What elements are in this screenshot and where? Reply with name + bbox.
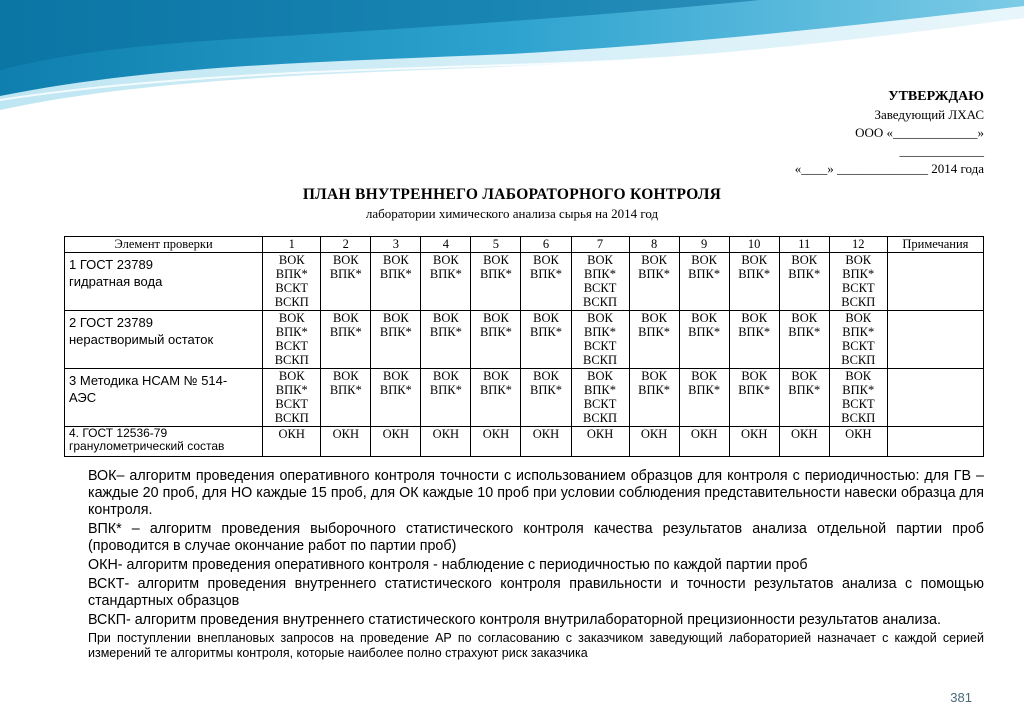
column-header-month: 6 [521, 237, 571, 253]
approval-title: УТВЕРЖДАЮ [888, 89, 984, 104]
schedule-cell [421, 311, 471, 369]
row-notes-cell [887, 427, 983, 457]
control-code: ВОК [382, 253, 409, 267]
schedule-cell [263, 311, 321, 369]
legend-item: ВСКП- алгоритм проведения внутреннего статистического контроля внутрилабораторной прецизионности результатов анализа. [88, 612, 941, 628]
schedule-cell [571, 369, 629, 427]
control-code: ВОК [791, 253, 818, 267]
column-header-notes: Примечания [887, 237, 983, 253]
control-code: ВПК* [530, 325, 562, 339]
control-code: ОКН [482, 427, 510, 441]
legend-item: ВСКТ- алгоритм проведения внутреннего статистического контроля правильности и точности результатов анализа с помощью стандартных образцов [88, 576, 984, 609]
control-code: ВОК [641, 369, 667, 383]
control-code: ВОК [278, 311, 305, 325]
control-code: ВПК* [688, 383, 721, 397]
row-element-text: 4. ГОСТ 12536-79 [69, 426, 168, 440]
row-element-cell [65, 369, 263, 427]
control-code: ОКН [586, 427, 614, 441]
legend-item: ВПК* – алгоритм проведения выборочного статистического контроля качества результатов анализа отдельной партии проб (проводится в случае окончание работ по партии проб) [88, 521, 984, 554]
schedule-cell [371, 369, 421, 427]
control-code: ВПК* [738, 383, 771, 397]
schedule-cell [829, 369, 887, 427]
control-code: ВОК [845, 369, 872, 383]
control-code: ВПК* [738, 267, 771, 281]
page-number: 381 [950, 690, 972, 705]
control-code: ВСКП [583, 295, 618, 309]
control-code: ВПК* [479, 383, 512, 397]
schedule-cell [371, 311, 421, 369]
schedule-cell [829, 427, 887, 457]
schedule-cell [471, 311, 521, 369]
table-row [65, 311, 984, 369]
control-code: ВСКП [583, 353, 618, 367]
row-element-cell [65, 311, 263, 369]
control-code: ВОК [691, 253, 717, 267]
control-code: ВОК [587, 311, 613, 325]
schedule-cell [779, 311, 829, 369]
control-code: ОКН [278, 427, 305, 441]
row-element-text: 1 ГОСТ 23789 [69, 257, 153, 272]
control-code: ВПК* [530, 383, 562, 397]
control-code: ВСКП [583, 411, 618, 425]
schedule-cell [629, 427, 679, 457]
control-code: ВПК* [584, 325, 616, 339]
control-code: ВСКТ [275, 339, 309, 353]
control-code: ВОК [691, 311, 717, 325]
schedule-cell [729, 311, 779, 369]
control-code: ВОК [483, 369, 509, 383]
schedule-cell [263, 369, 321, 427]
control-code: ВСКТ [583, 397, 617, 411]
control-code: ОКН [432, 427, 460, 441]
control-code: ВОК [741, 369, 768, 383]
control-code: ВОК [332, 311, 359, 325]
control-code: ВОК [641, 253, 667, 267]
schedule-cell [321, 369, 371, 427]
schedule-cell [629, 253, 679, 311]
schedule-cell [421, 253, 471, 311]
control-code: ВОК [641, 311, 667, 325]
row-element-text: гидратная вода [69, 274, 163, 289]
row-element-text: гранулометрический состав [69, 439, 225, 453]
control-code: ВПК* [584, 383, 616, 397]
column-header-month: 1 [263, 237, 321, 253]
control-code: ВПК* [429, 267, 462, 281]
control-code: ОКН [690, 427, 718, 441]
schedule-cell [521, 369, 571, 427]
approval-position: Заведующий ЛХАС [874, 107, 984, 122]
legend-notes [88, 468, 984, 663]
control-code: ВПК* [842, 267, 875, 281]
control-code: ВОК [483, 311, 509, 325]
control-code: ВПК* [429, 383, 462, 397]
schedule-cell [263, 253, 321, 311]
legend-item: ОКН- алгоритм проведения оперативного контроля - наблюдение с периодичностью по каждой партии проб [88, 557, 808, 573]
schedule-cell [321, 311, 371, 369]
row-element-text: 2 ГОСТ 23789 [69, 315, 153, 330]
schedule-cell [421, 369, 471, 427]
control-code: ВОК [533, 253, 559, 267]
schedule-cell [729, 369, 779, 427]
control-code: ВОК [533, 369, 559, 383]
schedule-cell [321, 253, 371, 311]
control-code: ВОК [587, 253, 613, 267]
control-code: ВПК* [530, 267, 562, 281]
schedule-cell [729, 427, 779, 457]
row-notes-cell [887, 369, 983, 427]
schedule-cell [471, 253, 521, 311]
control-code: ВПК* [275, 383, 308, 397]
control-code: ОКН [382, 427, 410, 441]
control-code: ОКН [740, 427, 768, 441]
approval-org: ООО «_____________» [855, 125, 984, 140]
schedule-cell [729, 253, 779, 311]
control-code: ВПК* [842, 325, 875, 339]
control-plan-table [64, 236, 984, 457]
control-code: ВСКП [841, 295, 876, 309]
page-title: ПЛАН ВНУТРЕННЕГО ЛАБОРАТОРНОГО КОНТРОЛЯ [302, 186, 722, 203]
schedule-cell [629, 311, 679, 369]
schedule-cell [371, 253, 421, 311]
control-code: ВОК [791, 369, 818, 383]
schedule-cell [679, 427, 729, 457]
control-code: ОКН [845, 427, 872, 441]
column-header-month: 8 [629, 237, 679, 253]
column-header-month: 11 [779, 237, 829, 253]
page-subtitle: лаборатории химического анализа сырья на 2014 год [365, 206, 659, 221]
schedule-cell [521, 253, 571, 311]
control-code: ВОК [433, 311, 459, 325]
schedule-cell [571, 427, 629, 457]
row-element-cell [65, 427, 263, 457]
column-header-element: Элемент проверки [65, 237, 263, 253]
schedule-cell [471, 427, 521, 457]
control-code: ВОК [691, 369, 717, 383]
control-code: ВОК [382, 311, 409, 325]
control-code: ВОК [845, 311, 872, 325]
control-code: ВОК [741, 253, 768, 267]
footnote: При поступлении внеплановых запросов на проведение АР по согласованию с заказчиком заведующий лабораторией назначает с каждой серией измерений те алгоритмы контроля, которые наиболее полно страхуют риск заказчика [88, 631, 984, 660]
schedule-cell [571, 311, 629, 369]
table-row [65, 427, 984, 457]
control-code: ВПК* [329, 383, 362, 397]
control-code: ВПК* [788, 325, 821, 339]
table-row [65, 253, 984, 311]
column-header-month: 4 [421, 237, 471, 253]
column-header-month: 2 [321, 237, 371, 253]
control-code: ВОК [533, 311, 559, 325]
control-code: ОКН [640, 427, 668, 441]
approval-block [795, 88, 984, 178]
control-code: ВСКП [274, 411, 309, 425]
control-code: ВОК [332, 253, 359, 267]
row-element-text: нерастворимый остаток [69, 332, 214, 347]
control-code: ВСКТ [841, 281, 875, 295]
control-code: ВСКП [841, 353, 876, 367]
control-code: ВПК* [329, 267, 362, 281]
control-code: ВПК* [479, 267, 512, 281]
control-code: ВОК [433, 253, 459, 267]
control-code: ВПК* [429, 325, 462, 339]
control-code: ВСКТ [841, 339, 875, 353]
schedule-cell [679, 369, 729, 427]
approval-signature-line: _____________ [899, 143, 984, 158]
control-code: ВПК* [275, 267, 308, 281]
approval-date: «____» ______________ 2014 года [794, 161, 984, 176]
schedule-cell [421, 427, 471, 457]
column-header-month: 9 [679, 237, 729, 253]
control-code: ВПК* [638, 383, 671, 397]
control-code: ВСКТ [583, 281, 617, 295]
control-code: ВПК* [842, 383, 875, 397]
schedule-cell [521, 427, 571, 457]
control-code: ВОК [382, 369, 409, 383]
column-header-month: 12 [829, 237, 887, 253]
control-code: ВОК [278, 369, 305, 383]
control-code: ВПК* [275, 325, 308, 339]
control-code: ВПК* [638, 267, 671, 281]
schedule-cell [471, 369, 521, 427]
control-code: ВОК [741, 311, 768, 325]
column-header-month: 7 [571, 237, 629, 253]
control-code: ОКН [791, 427, 818, 441]
control-code: ВОК [433, 369, 459, 383]
table-header-row [65, 237, 984, 253]
control-code: ВПК* [584, 267, 616, 281]
schedule-cell [521, 311, 571, 369]
schedule-cell [629, 369, 679, 427]
control-code: ВОК [791, 311, 818, 325]
row-notes-cell [887, 253, 983, 311]
control-code: ВПК* [329, 325, 362, 339]
table-row [65, 369, 984, 427]
schedule-cell [321, 427, 371, 457]
control-code: ВПК* [738, 325, 771, 339]
legend-item: ВОК– алгоритм проведения оперативного контроля точности с использованием образцов для контроля с периодичностью: для ГВ – каждые 20 проб, для НО каждые 15 проб, для ОК каждые 10 проб при условии соблюдения представительности навески образца для контроля. [88, 468, 984, 518]
control-code: ВСКТ [275, 397, 309, 411]
control-code: ВОК [332, 369, 359, 383]
control-code: ВСКТ [275, 281, 309, 295]
control-code: ВПК* [788, 383, 821, 397]
schedule-cell [829, 253, 887, 311]
control-code: ВСКТ [583, 339, 617, 353]
control-code: ВПК* [688, 267, 721, 281]
row-element-cell [65, 253, 263, 311]
control-code: ОКН [532, 427, 560, 441]
row-notes-cell [887, 311, 983, 369]
schedule-cell [679, 253, 729, 311]
schedule-cell [371, 427, 421, 457]
schedule-cell [779, 427, 829, 457]
control-code: ВСКП [841, 411, 876, 425]
control-code: ВСКП [274, 295, 309, 309]
control-code: ВПК* [688, 325, 721, 339]
schedule-cell [829, 311, 887, 369]
control-code: ВПК* [788, 267, 821, 281]
control-code: ОКН [332, 427, 359, 441]
schedule-cell [263, 427, 321, 457]
row-element-text: АЭС [69, 390, 97, 405]
control-code: ВПК* [379, 383, 412, 397]
schedule-cell [779, 253, 829, 311]
schedule-cell [571, 253, 629, 311]
control-code: ВСКП [274, 353, 309, 367]
control-code: ВОК [278, 253, 305, 267]
control-code: ВСКТ [841, 397, 875, 411]
column-header-month: 3 [371, 237, 421, 253]
control-code: ВПК* [379, 267, 412, 281]
control-code: ВПК* [379, 325, 412, 339]
column-header-month: 10 [729, 237, 779, 253]
control-code: ВПК* [638, 325, 671, 339]
column-header-month: 5 [471, 237, 521, 253]
schedule-cell [779, 369, 829, 427]
control-code: ВОК [845, 253, 872, 267]
control-code: ВОК [483, 253, 509, 267]
control-code: ВПК* [479, 325, 512, 339]
control-code: ВОК [587, 369, 613, 383]
row-element-text: 3 Методика НСАМ № 514- [69, 373, 228, 388]
schedule-cell [679, 311, 729, 369]
